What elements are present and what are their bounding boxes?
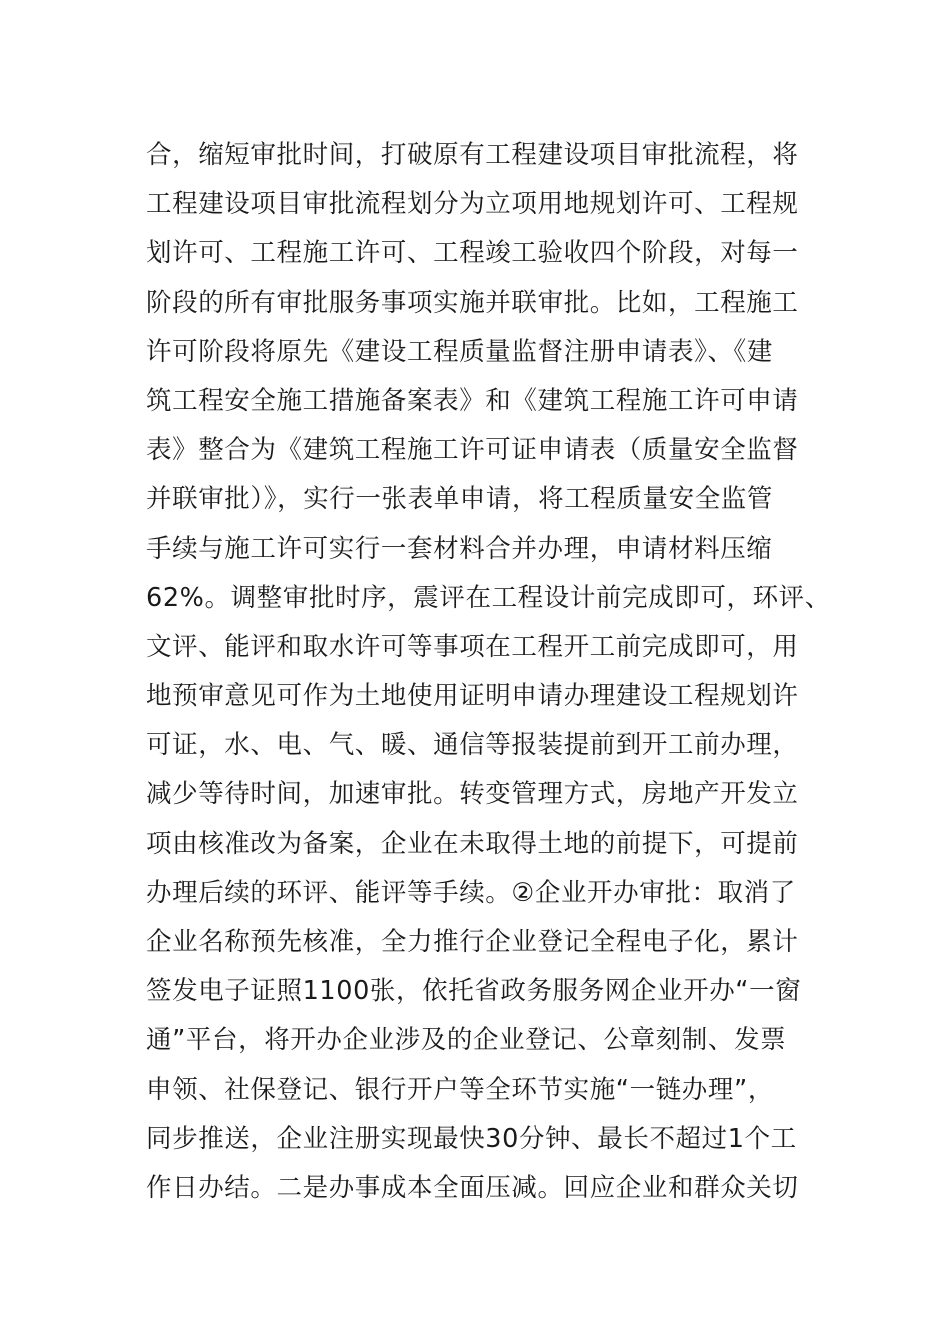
text-line: 可证，水、电、气、暖、通信等报装提前到开工前办理， — [146, 730, 799, 761]
text-line: 许可阶段将原先《建设工程质量监督注册申请表》、《建 — [146, 336, 774, 367]
text-line: 文评、能评和取水许可等事项在工程开工前完成即可，用 — [146, 631, 799, 662]
text-line: 阶段的所有审批服务事项实施并联审批。比如，工程施工 — [146, 287, 799, 318]
text-line: 筑工程安全施工措施备案表》和《建筑工程施工许可申请 — [146, 385, 799, 416]
text-line: 手续与施工许可实行一套材料合并办理，申请材料压缩 — [146, 533, 773, 564]
text-line: 工程建设项目审批流程划分为立项用地规划许可、工程规 — [146, 189, 799, 220]
text-line: 并联审批）》，实行一张表单申请，将工程质量安全监管 — [146, 484, 774, 515]
text-line: 同步推送，企业注册实现最快30分钟、最长不超过1个工 — [146, 1123, 797, 1154]
text-line: 作日办结。二是办事成本全面压减。回应企业和群众关切 — [146, 1172, 799, 1203]
text-line: 签发电子证照1100张，依托省政务服务网企业开办“一窗 — [146, 976, 802, 1007]
text-line: 企业名称预先核准，全力推行企业登记全程电子化，累计 — [146, 927, 799, 957]
text-line: 项由核准改为备案，企业在未取得土地的前提下，可提前 — [146, 828, 799, 859]
body-text — [146, 131, 831, 1213]
text-line: 办理后续的环评、能评等手续。②企业开办审批：取消了 — [146, 877, 796, 908]
text-line: 合，缩短审批时间，打破原有工程建设项目审批流程，将 — [146, 140, 799, 170]
text-line: 减少等待时间，加速审批。转变管理方式，房地产开发立 — [146, 779, 799, 810]
text-line: 申领、社保登记、银行开户等全环节实施“一链办理”， — [146, 1074, 774, 1105]
text-line: 地预审意见可作为土地使用证明申请办理建设工程规划许 — [146, 681, 799, 712]
text-line: 62%。调整审批时序，震评在工程设计前完成即可，环评、 — [146, 582, 831, 613]
text-line: 表》整合为《建筑工程施工许可证申请表（质量安全监督 — [146, 435, 799, 466]
text-line: 划许可、工程施工许可、工程竣工验收四个阶段，对每一 — [146, 238, 799, 269]
text-line: 通”平台，将开办企业涉及的企业登记、公章刻制、发票 — [146, 1025, 787, 1056]
